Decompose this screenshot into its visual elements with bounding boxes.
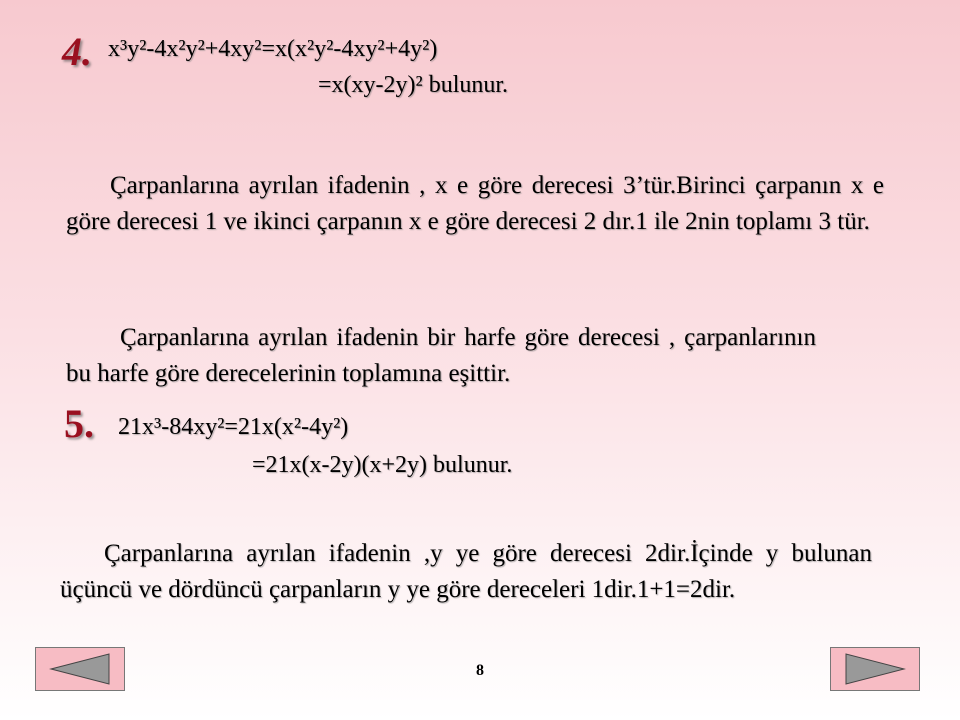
step-4-explanation — [66, 168, 884, 240]
step-4-equation-line1: x³y²-4x²y²+4xy²=x(x²y²-4xy²+4y²) — [108, 36, 438, 62]
triangle-right-icon — [844, 652, 906, 686]
next-slide-button[interactable] — [830, 647, 920, 691]
step-4-equation-line2: =x(xy-2y)² bulunur. — [318, 72, 509, 98]
step-4-number: 4. — [62, 29, 92, 74]
previous-slide-button[interactable] — [35, 647, 125, 691]
degree-rule — [66, 320, 816, 392]
step-5-number: 5. — [64, 401, 94, 446]
degree-rule-text: Çarpanlarına ayrılan ifadenin bir harfe göre derecesi , çarpanlarının bu harfe göre derecelerinin toplamına eşittir. — [66, 324, 816, 387]
step-5-explanation-text: Çarpanlarına ayrılan ifadenin ,y ye göre derecesi 2dir.İçinde y bulunan üçüncü ve dördüncü çarpanların y ye göre dereceleri 1dir.1+1=2dir. — [60, 540, 872, 603]
step-5-explanation — [60, 536, 872, 608]
step-5-equation-line2: =21x(x-2y)(x+2y) bulunur. — [252, 452, 513, 478]
triangle-left-icon — [49, 652, 111, 686]
page-number: 8 — [476, 662, 484, 679]
step-4-explanation-text: Çarpanlarına ayrılan ifadenin , x e göre derecesi 3’tür.Birinci çarpanın x e göre derecesi 1 ve ikinci çarpanın x e göre derecesi 2 dır.1 ile 2nin toplamı 3 tür. — [66, 172, 884, 235]
step-5-equation-line1: 21x³-84xy²=21x(x²-4y²) — [118, 414, 349, 440]
